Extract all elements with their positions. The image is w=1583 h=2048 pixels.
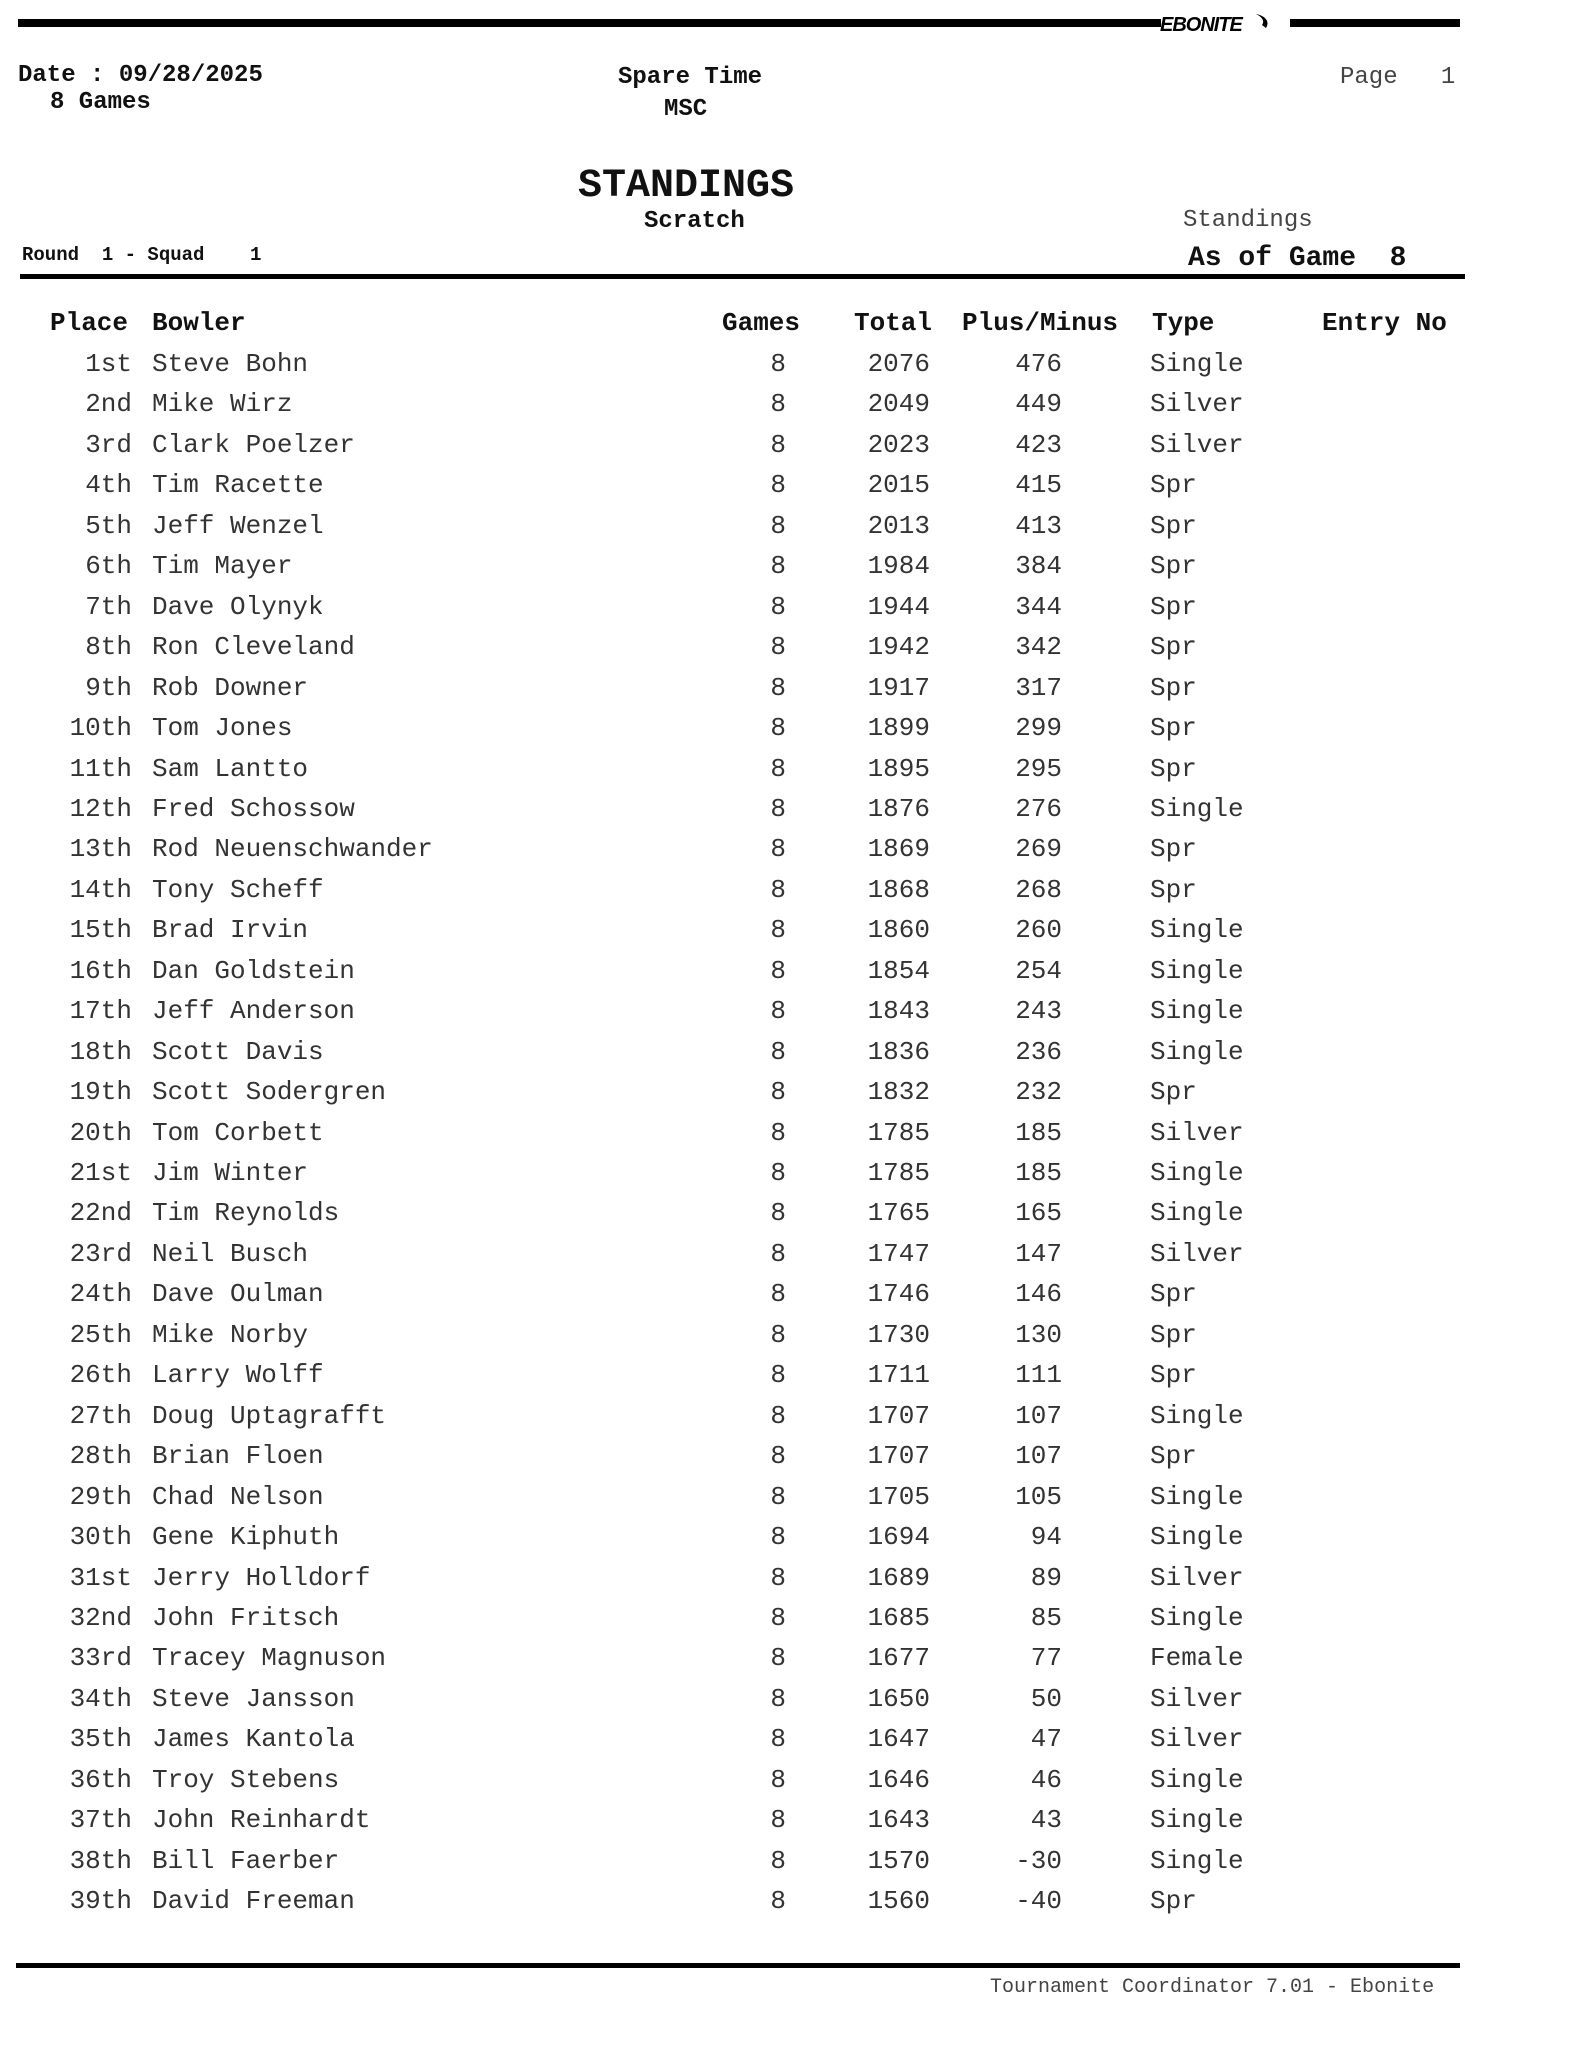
games-cell: 8 (770, 1562, 786, 1593)
games-cell: 8 (770, 1845, 786, 1876)
bowler-name: Scott Davis (152, 1036, 324, 1067)
bowler-name: John Reinhardt (152, 1805, 371, 1836)
place-cell: 33rd (69, 1643, 132, 1674)
plus-minus-cell: 165 (1015, 1198, 1062, 1229)
place-cell: 4th (85, 470, 132, 501)
plus-minus-cell: 47 (1030, 1724, 1062, 1755)
bowler-name: Tim Racette (152, 470, 324, 501)
type-cell: Spr (1150, 713, 1197, 744)
page-number: Page 1 (1340, 64, 1456, 91)
games-cell: 8 (770, 1077, 786, 1108)
type-cell: Spr (1150, 1319, 1197, 1350)
report-date: Date : 09/28/2025 (18, 62, 263, 89)
total-cell: 2023 (867, 429, 930, 460)
total-cell: 1747 (867, 1238, 930, 1269)
place-cell: 25th (69, 1319, 132, 1350)
place-cell: 29th (69, 1481, 132, 1512)
type-cell: Spr (1150, 1279, 1197, 1310)
games-cell: 8 (770, 1238, 786, 1269)
place-cell: 24th (69, 1279, 132, 1310)
type-cell: Single (1150, 1198, 1244, 1229)
bowler-name: Sam Lantto (152, 753, 309, 784)
type-cell: Spr (1150, 672, 1197, 703)
plus-minus-cell: 269 (1015, 834, 1062, 865)
table-row (0, 470, 1583, 510)
place-cell: 13th (69, 834, 132, 865)
plus-minus-cell: 50 (1030, 1683, 1062, 1714)
place-cell: 15th (69, 915, 132, 946)
standings-label: Standings (1183, 207, 1313, 234)
table-row (0, 1279, 1583, 1319)
games-cell: 8 (770, 1724, 786, 1755)
table-row (0, 915, 1583, 955)
page-subtitle: Scratch (644, 208, 745, 235)
bowler-name: Steve Jansson (152, 1683, 355, 1714)
total-cell: 1868 (867, 874, 930, 905)
place-cell: 23rd (69, 1238, 132, 1269)
type-cell: Single (1150, 1805, 1244, 1836)
place-cell: 10th (69, 713, 132, 744)
bowler-name: Jeff Anderson (152, 996, 355, 1027)
type-cell: Silver (1150, 389, 1244, 420)
total-cell: 1860 (867, 915, 930, 946)
games-cell: 8 (770, 834, 786, 865)
bowler-name: Scott Sodergren (152, 1077, 387, 1108)
plus-minus-cell: 147 (1015, 1238, 1062, 1269)
table-row (0, 996, 1583, 1036)
plus-minus-cell: 185 (1015, 1158, 1062, 1188)
plus-minus-cell: 105 (1015, 1481, 1062, 1512)
type-cell: Silver (1150, 1238, 1244, 1269)
plus-minus-cell: 342 (1015, 632, 1062, 663)
total-cell: 1707 (867, 1441, 930, 1472)
games-cell: 8 (770, 1764, 786, 1795)
bowler-name: Neil Busch (152, 1238, 309, 1269)
type-cell: Silver (1150, 1562, 1244, 1593)
logo-swoosh-icon (1252, 12, 1274, 36)
table-row (0, 1239, 1583, 1279)
bowler-name: Bill Faerber (152, 1845, 340, 1876)
plus-minus-cell: 449 (1015, 389, 1062, 420)
bowler-name: Dave Oulman (152, 1279, 324, 1310)
total-cell: 1984 (867, 551, 930, 582)
games-cell: 8 (770, 591, 786, 622)
total-cell: 1869 (867, 834, 930, 865)
plus-minus-cell: 243 (1015, 996, 1062, 1027)
games-cell: 8 (770, 672, 786, 703)
type-cell: Single (1150, 1036, 1244, 1067)
table-row (0, 1603, 1583, 1643)
type-cell: Single (1150, 915, 1244, 946)
games-cell: 8 (770, 1036, 786, 1067)
table-row (0, 592, 1583, 632)
table-row (0, 1198, 1583, 1238)
plus-minus-cell: 46 (1030, 1764, 1062, 1795)
col-entry-no: Entry No (1322, 308, 1447, 338)
bowler-name: James Kantola (152, 1724, 355, 1755)
games-cell: 8 (770, 753, 786, 784)
bowler-name: Tim Mayer (152, 551, 293, 582)
place-cell: 5th (85, 510, 132, 541)
type-cell: Spr (1150, 1077, 1197, 1108)
software-credit: Tournament Coordinator 7.01 - Ebonite (990, 1976, 1435, 1999)
bowler-name: Doug Uptagrafft (152, 1400, 387, 1431)
table-row (0, 1441, 1583, 1481)
place-cell: 7th (85, 591, 132, 622)
type-cell: Single (1150, 1400, 1244, 1431)
table-row (0, 713, 1583, 753)
type-cell: Single (1150, 793, 1244, 824)
games-cell: 8 (770, 915, 786, 946)
place-cell: 32nd (69, 1602, 132, 1633)
type-cell: Single (1150, 1764, 1244, 1795)
place-cell: 38th (69, 1845, 132, 1876)
total-cell: 1942 (867, 632, 930, 663)
bowler-name: Rod Neuenschwander (152, 834, 433, 865)
games-cell: 8 (770, 632, 786, 663)
place-cell: 9th (85, 672, 132, 703)
type-cell: Spr (1150, 470, 1197, 501)
games-cell: 8 (770, 996, 786, 1027)
plus-minus-cell: 476 (1015, 349, 1062, 379)
place-cell: 22nd (69, 1198, 132, 1229)
games-cell: 8 (770, 551, 786, 582)
bowler-name: Brad Irvin (152, 915, 309, 946)
plus-minus-cell: 276 (1015, 793, 1062, 824)
total-cell: 1832 (867, 1077, 930, 1108)
table-row (0, 754, 1583, 794)
type-cell: Spr (1150, 1441, 1197, 1472)
table-row (0, 956, 1583, 996)
games-cell: 8 (770, 1158, 786, 1188)
bowler-name: Jeff Wenzel (152, 510, 324, 541)
place-cell: 30th (69, 1522, 132, 1553)
table-row (0, 834, 1583, 874)
total-cell: 1876 (867, 793, 930, 824)
table-row (0, 430, 1583, 470)
table-row (0, 1360, 1583, 1400)
games-cell: 8 (770, 1360, 786, 1391)
type-cell: Spr (1150, 591, 1197, 622)
games-cell: 8 (770, 429, 786, 460)
total-cell: 1646 (867, 1764, 930, 1795)
type-cell: Silver (1150, 1683, 1244, 1714)
games-cell: 8 (770, 874, 786, 905)
type-cell: Spr (1150, 510, 1197, 541)
as-of-game: As of Game 8 (1188, 243, 1407, 274)
games-cell: 8 (770, 1198, 786, 1229)
table-row (0, 1077, 1583, 1117)
total-cell: 1689 (867, 1562, 930, 1593)
games-cell: 8 (770, 1441, 786, 1472)
total-cell: 2076 (867, 349, 930, 379)
bowler-name: Mike Norby (152, 1319, 309, 1350)
plus-minus-cell: 43 (1030, 1805, 1062, 1836)
place-cell: 37th (69, 1805, 132, 1836)
games-cell: 8 (770, 1522, 786, 1553)
bowler-name: Ron Cleveland (152, 632, 355, 663)
place-cell: 36th (69, 1764, 132, 1795)
bowler-name: Tom Corbett (152, 1117, 324, 1148)
table-row (0, 1765, 1583, 1805)
bowler-name: Tim Reynolds (152, 1198, 340, 1229)
place-cell: 6th (85, 551, 132, 582)
bowler-name: Larry Wolff (152, 1360, 324, 1391)
place-cell: 11th (69, 753, 132, 784)
plus-minus-cell: 85 (1030, 1602, 1062, 1633)
bowler-name: Chad Nelson (152, 1481, 324, 1512)
bowler-name: Mike Wirz (152, 389, 293, 420)
total-cell: 1899 (867, 713, 930, 744)
plus-minus-cell: 413 (1015, 510, 1062, 541)
games-cell: 8 (770, 1683, 786, 1714)
table-row (0, 1037, 1583, 1077)
type-cell: Single (1150, 1522, 1244, 1553)
total-cell: 1785 (867, 1158, 930, 1188)
place-cell: 17th (69, 996, 132, 1027)
total-cell: 2049 (867, 389, 930, 420)
games-cell: 8 (770, 713, 786, 744)
type-cell: Single (1150, 955, 1244, 986)
games-cell: 8 (770, 510, 786, 541)
plus-minus-cell: 317 (1015, 672, 1062, 703)
col-bowler: Bowler (152, 308, 246, 338)
place-cell: 2nd (85, 389, 132, 420)
plus-minus-cell: 111 (1015, 1360, 1062, 1391)
total-cell: 2015 (867, 470, 930, 501)
place-cell: 35th (69, 1724, 132, 1755)
plus-minus-cell: 77 (1030, 1643, 1062, 1674)
table-row (0, 551, 1583, 591)
games-cell: 8 (770, 955, 786, 986)
games-cell: 8 (770, 470, 786, 501)
plus-minus-cell: 236 (1015, 1036, 1062, 1067)
plus-minus-cell: 146 (1015, 1279, 1062, 1310)
plus-minus-cell: 89 (1030, 1562, 1062, 1593)
total-cell: 1785 (867, 1117, 930, 1148)
plus-minus-cell: 423 (1015, 429, 1062, 460)
type-cell: Single (1150, 1845, 1244, 1876)
plus-minus-cell: 254 (1015, 955, 1062, 986)
place-cell: 26th (69, 1360, 132, 1391)
place-cell: 21st (69, 1158, 132, 1188)
col-plus-minus: Plus/Minus (962, 308, 1119, 338)
plus-minus-cell: 232 (1015, 1077, 1062, 1108)
place-cell: 1st (85, 349, 132, 379)
total-cell: 1944 (867, 591, 930, 622)
col-total: Total (854, 308, 933, 338)
type-cell: Spr (1150, 1360, 1197, 1391)
center-name: Spare Time (618, 64, 763, 91)
place-cell: 31st (69, 1562, 132, 1593)
bowler-name: John Fritsch (152, 1602, 340, 1633)
type-cell: Spr (1150, 753, 1197, 784)
type-cell: Spr (1150, 874, 1197, 905)
table-row (0, 632, 1583, 672)
games-cell: 8 (770, 1400, 786, 1431)
table-header (0, 308, 1583, 348)
col-games: Games (722, 308, 801, 338)
total-cell: 1746 (867, 1279, 930, 1310)
plus-minus-cell: 130 (1015, 1319, 1062, 1350)
bowler-name: Tom Jones (152, 713, 293, 744)
type-cell: Single (1150, 996, 1244, 1027)
place-cell: 19th (69, 1077, 132, 1108)
games-cell: 8 (770, 1481, 786, 1512)
type-cell: Silver (1150, 1117, 1244, 1148)
type-cell: Spr (1150, 632, 1197, 663)
col-type: Type (1152, 308, 1215, 338)
total-cell: 1843 (867, 996, 930, 1027)
table-row (0, 511, 1583, 551)
bowler-name: Clark Poelzer (152, 429, 355, 460)
table-row (0, 875, 1583, 915)
footer-rule (16, 1963, 1460, 1968)
bowler-name: David Freeman (152, 1886, 355, 1917)
place-cell: 27th (69, 1400, 132, 1431)
type-cell: Single (1150, 1602, 1244, 1633)
total-cell: 1705 (867, 1481, 930, 1512)
total-cell: 1560 (867, 1886, 930, 1917)
type-cell: Spr (1150, 551, 1197, 582)
total-cell: 1643 (867, 1805, 930, 1836)
type-cell: Single (1150, 1158, 1244, 1188)
table-row (0, 1643, 1583, 1683)
table-row (0, 1724, 1583, 1764)
games-count: 8 Games (50, 89, 151, 116)
place-cell: 20th (69, 1117, 132, 1148)
total-cell: 1677 (867, 1643, 930, 1674)
games-cell: 8 (770, 1886, 786, 1917)
table-row (0, 1158, 1583, 1198)
total-cell: 1895 (867, 753, 930, 784)
league-name: MSC (664, 96, 708, 123)
col-place: Place (50, 308, 129, 338)
table-row (0, 1684, 1583, 1724)
games-cell: 8 (770, 1117, 786, 1148)
place-cell: 16th (69, 955, 132, 986)
place-cell: 8th (85, 632, 132, 663)
type-cell: Silver (1150, 429, 1244, 460)
bowler-name: Fred Schossow (152, 793, 355, 824)
bowler-name: Dave Olynyk (152, 591, 324, 622)
plus-minus-cell: 344 (1015, 591, 1062, 622)
bowler-name: Gene Kiphuth (152, 1522, 340, 1553)
total-cell: 1765 (867, 1198, 930, 1229)
total-cell: 1730 (867, 1319, 930, 1350)
bowler-name: Steve Bohn (152, 349, 309, 379)
total-cell: 1917 (867, 672, 930, 703)
plus-minus-cell: 295 (1015, 753, 1062, 784)
table-row (0, 1805, 1583, 1845)
bowler-name: Rob Downer (152, 672, 309, 703)
total-cell: 1647 (867, 1724, 930, 1755)
place-cell: 28th (69, 1441, 132, 1472)
games-cell: 8 (770, 1279, 786, 1310)
plus-minus-cell: 107 (1015, 1400, 1062, 1431)
round-squad: Round 1 - Squad 1 (22, 244, 262, 266)
place-cell: 14th (69, 874, 132, 905)
total-cell: 1854 (867, 955, 930, 986)
games-cell: 8 (770, 389, 786, 420)
total-cell: 1570 (867, 1845, 930, 1876)
games-cell: 8 (770, 793, 786, 824)
place-cell: 18th (69, 1036, 132, 1067)
type-cell: Spr (1150, 834, 1197, 865)
type-cell: Female (1150, 1643, 1244, 1674)
top-rule-left (18, 19, 1161, 27)
total-cell: 1711 (867, 1360, 930, 1391)
plus-minus-cell: 299 (1015, 713, 1062, 744)
table-row (0, 1846, 1583, 1886)
type-cell: Single (1150, 349, 1244, 379)
table-row (0, 1886, 1583, 1926)
total-cell: 1836 (867, 1036, 930, 1067)
plus-minus-cell: 185 (1015, 1117, 1062, 1148)
type-cell: Spr (1150, 1886, 1197, 1917)
plus-minus-cell: 260 (1015, 915, 1062, 946)
table-row (0, 1320, 1583, 1360)
total-cell: 1694 (867, 1522, 930, 1553)
table-row (0, 389, 1583, 429)
games-cell: 8 (770, 1805, 786, 1836)
table-row (0, 1401, 1583, 1441)
total-cell: 2013 (867, 510, 930, 541)
plus-minus-cell: 268 (1015, 874, 1062, 905)
top-rule-right (1290, 19, 1460, 27)
bowler-name: Jim Winter (152, 1158, 309, 1188)
page-title: STANDINGS (578, 164, 795, 209)
plus-minus-cell: -30 (1015, 1845, 1062, 1876)
table-row (0, 1118, 1583, 1158)
header-rule (20, 274, 1465, 279)
bowler-name: Troy Stebens (152, 1764, 340, 1795)
plus-minus-cell: -40 (1015, 1886, 1062, 1917)
table-row (0, 794, 1583, 834)
table-row (0, 1522, 1583, 1562)
games-cell: 8 (770, 1643, 786, 1674)
games-cell: 8 (770, 349, 786, 379)
place-cell: 39th (69, 1886, 132, 1917)
bowler-name: Jerry Holldorf (152, 1562, 371, 1593)
bowler-name: Tony Scheff (152, 874, 324, 905)
table-row (0, 673, 1583, 713)
place-cell: 12th (69, 793, 132, 824)
table-row (0, 1482, 1583, 1522)
plus-minus-cell: 107 (1015, 1441, 1062, 1472)
bowler-name: Brian Floen (152, 1441, 324, 1472)
place-cell: 3rd (85, 429, 132, 460)
games-cell: 8 (770, 1319, 786, 1350)
logo-text: EBONITE (1160, 14, 1242, 36)
total-cell: 1685 (867, 1602, 930, 1633)
bowler-name: Tracey Magnuson (152, 1643, 387, 1674)
plus-minus-cell: 415 (1015, 470, 1062, 501)
plus-minus-cell: 94 (1030, 1522, 1062, 1553)
place-cell: 34th (69, 1683, 132, 1714)
ebonite-logo (1160, 14, 1242, 37)
games-cell: 8 (770, 1602, 786, 1633)
type-cell: Silver (1150, 1724, 1244, 1755)
table-row (0, 349, 1583, 389)
total-cell: 1707 (867, 1400, 930, 1431)
total-cell: 1650 (867, 1683, 930, 1714)
type-cell: Single (1150, 1481, 1244, 1512)
plus-minus-cell: 384 (1015, 551, 1062, 582)
table-row (0, 1563, 1583, 1603)
bowler-name: Dan Goldstein (152, 955, 355, 986)
